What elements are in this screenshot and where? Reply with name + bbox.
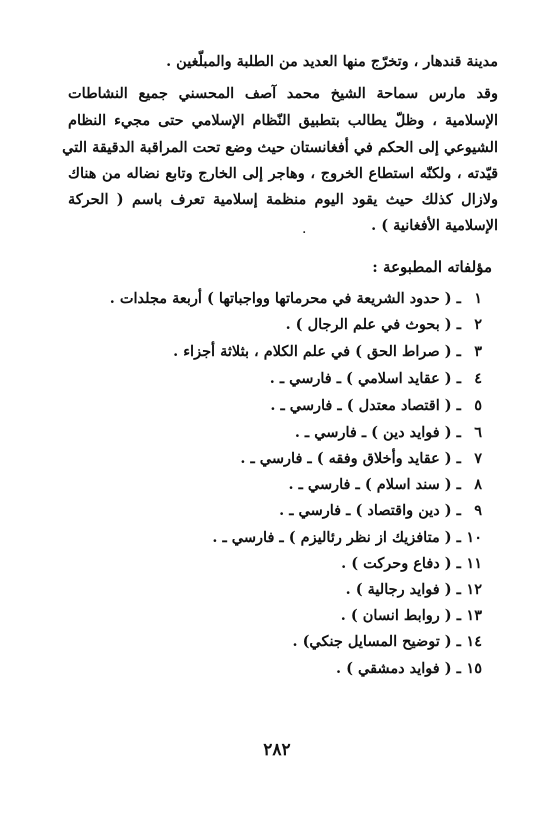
paragraph-line-4: الشيوعي إلى الحكم في أفغانستان حيث وضع تحت المراقبة الدقيقة التي bbox=[62, 139, 498, 156]
list-item: ١ ـ ( حدود الشريعة في محرماتها وواجباتها ) أربعة مجلدات . bbox=[109, 290, 482, 307]
list-item: ١٥ ـ ( فوايد دمشقي ) . bbox=[336, 660, 482, 677]
paragraph-line-1: مدينة قندهار ، وتخرّج منها العديد من الطلبة والمبلّغين . bbox=[166, 53, 498, 70]
works-heading: مؤلفاته المطبوعة : bbox=[372, 258, 492, 276]
page-number: ٢٨٢ bbox=[263, 740, 291, 760]
list-item: ٣ ـ ( صراط الحق ) في علم الكلام ، بثلاثة أجزاء . bbox=[173, 343, 482, 360]
list-item: ٦ ـ ( فوايد دين ) ـ فارسي ـ . bbox=[294, 424, 482, 441]
list-item: ١٢ ـ ( فوايد رجالية ) . bbox=[345, 581, 482, 598]
list-item: ٨ ـ ( سند اسلام ) ـ فارسي ـ . bbox=[288, 476, 482, 493]
list-item: ١٠ ـ ( متافزيك از نظر رئاليزم ) ـ فارسي ـ . bbox=[212, 529, 482, 546]
list-item: ١١ ـ ( دفاع وحركت ) . bbox=[341, 555, 482, 572]
paragraph-line-5: قيّدته ، ولكنّه استطاع الخروج ، وهاجر إلى الخارج وتابع نضاله من هناك bbox=[68, 165, 498, 182]
list-item: ٧ ـ ( عقايد وأخلاق وفقه ) ـ فارسي ـ . bbox=[240, 450, 482, 467]
paragraph-line-7: الإسلامية الأفغانية ) . bbox=[371, 217, 498, 234]
list-item: ٢ ـ ( بحوث في علم الرجال ) . bbox=[285, 316, 482, 333]
paragraph-line-6: ولازال كذلك حيث يقود اليوم منظمة إسلامية تعرف باسم ( الحركة bbox=[68, 191, 498, 208]
paragraph-line-2: وقد مارس سماحة الشيخ محمد آصف المحسني جميع النشاطات bbox=[68, 85, 498, 102]
list-item: ٤ ـ ( عقايد اسلامي ) ـ فارسي ـ . bbox=[269, 370, 482, 387]
paragraph-line-3: الإسلامية ، وظلّ يطالب بتطبيق النّظام الإسلامي حتى مجيء النظام bbox=[68, 112, 498, 129]
list-item: ٥ ـ ( اقتصاد معتدل ) ـ فارسي ـ . bbox=[270, 397, 482, 414]
stray-dot-mark: · bbox=[302, 225, 307, 241]
list-item: ٩ ـ ( دين واقتصاد ) ـ فارسي ـ . bbox=[279, 502, 482, 519]
list-item: ١٤ ـ ( توضيح المسايل جنكي) . bbox=[292, 633, 482, 650]
list-item: ١٣ ـ ( روابط انسان ) . bbox=[340, 607, 482, 624]
